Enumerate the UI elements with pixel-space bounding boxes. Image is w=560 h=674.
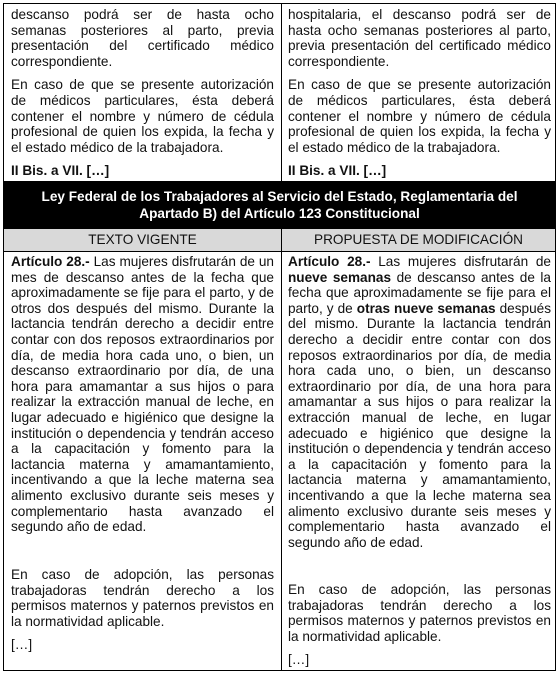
highlighted-change: otras nueve semanas — [356, 300, 496, 316]
paragraph: hospitalaria, el descanso podrá ser de hasta ocho semanas posteriores al parto, previa presentación del certificado médico correspondiente. — [288, 7, 551, 69]
proposed-text-cell — [288, 254, 551, 558]
current-text-cell — [11, 254, 274, 543]
ellipsis: […] — [288, 652, 310, 668]
comparison-table — [3, 3, 556, 671]
adoption-paragraph: En caso de adopción, las personas trabajadoras tendrán derecho a los permisos maternos y paternos previstos en la normatividad aplicable. — [288, 582, 551, 644]
fraction-reference: II Bis. a VII. […] — [11, 163, 110, 179]
law-title-banner — [4, 182, 555, 228]
paragraph: En caso de que se presente autorización de médicos particulares, ésta deberá contener el nombre y número de cédula profesional de quien los expida, la fecha y el estado médico de la trabajadora. — [288, 77, 551, 155]
article-label: Artículo 28.- — [288, 254, 371, 269]
paragraph: En caso de que se presente autorización de médicos particulares, ésta deberá contener el nombre y número de cédula profesional de quien los expida, la fecha y el estado médico de la trabajadora. — [11, 77, 274, 155]
highlighted-change: nueve semanas — [288, 269, 392, 285]
column-header-current: TEXTO VIGENTE — [4, 229, 281, 251]
adoption-paragraph: En caso de adopción, las personas trabajadoras tendrán derecho a los permisos maternos y paternos previstos en la normatividad aplicable. — [11, 567, 274, 629]
top-right-cell — [288, 7, 551, 179]
article-paragraph: Artículo 28.- Las mujeres disfrutarán de nueve semanas de descanso antes de la fecha que aproximadamente se fije para el parto, y de otras nueve semanas después del mismo. Durante la lactancia tendrán derecho a decidir entre contar con dos reposos extraordinarios por día, de media hora cada uno, o bien, un descanso extraordinario por día, de una hora para amamantar a sus hijos o para realizar la extracción manual de leche, en lugar adecuado e higiénico que designe la institución o dependencia y tendrán acceso a la capacitación y fomento para la lactancia materna y amamantamiento, incentivando a que la leche materna sea alimento exclusivo durante seis meses y complementario hasta avanzado el segundo año de edad. — [288, 254, 552, 550]
current-adoption-cell — [11, 567, 274, 653]
fraction-reference: II Bis. a VII. […] — [288, 163, 387, 179]
article-paragraph — [11, 254, 274, 535]
row-divider — [4, 251, 555, 252]
law-title: Ley Federal de los Trabajadores al Servicio del Estado, Reglamentaria del Apartado B) del Artículo 123 Constitucional — [41, 189, 518, 221]
article-body: Las mujeres disfrutarán de un mes de descanso antes de la fecha que aproximadamente se fije para el parto, y de otros dos después del mismo. Durante la lactancia tendrán derecho a decidir entre contar con dos reposos extraordinarios por día, de media hora cada uno, o bien, un descanso extraordinario por día, de una hora para amamantar a sus hijos o para realizar la extracción manual de leche, en lugar adecuado e higiénico que designe la institución o dependencia y tendrán acceso a la capacitación y fomento para la lactancia materna y amamantamiento, incentivando a que la leche materna sea alimento exclusivo durante seis meses y complementario hasta avanzado el segundo año de edad. — [11, 254, 274, 535]
column-divider — [281, 4, 282, 670]
paragraph: descanso podrá ser de hasta ocho semanas posteriores al parto, previa presentación del certificado médico correspondiente. — [11, 7, 274, 69]
ellipsis: […] — [11, 637, 33, 653]
proposed-adoption-cell — [288, 582, 551, 668]
top-left-cell — [11, 7, 274, 179]
column-header-proposed: PROPUESTA DE MODIFICACIÓN — [282, 229, 555, 251]
article-label: Artículo 28.- — [11, 254, 90, 269]
